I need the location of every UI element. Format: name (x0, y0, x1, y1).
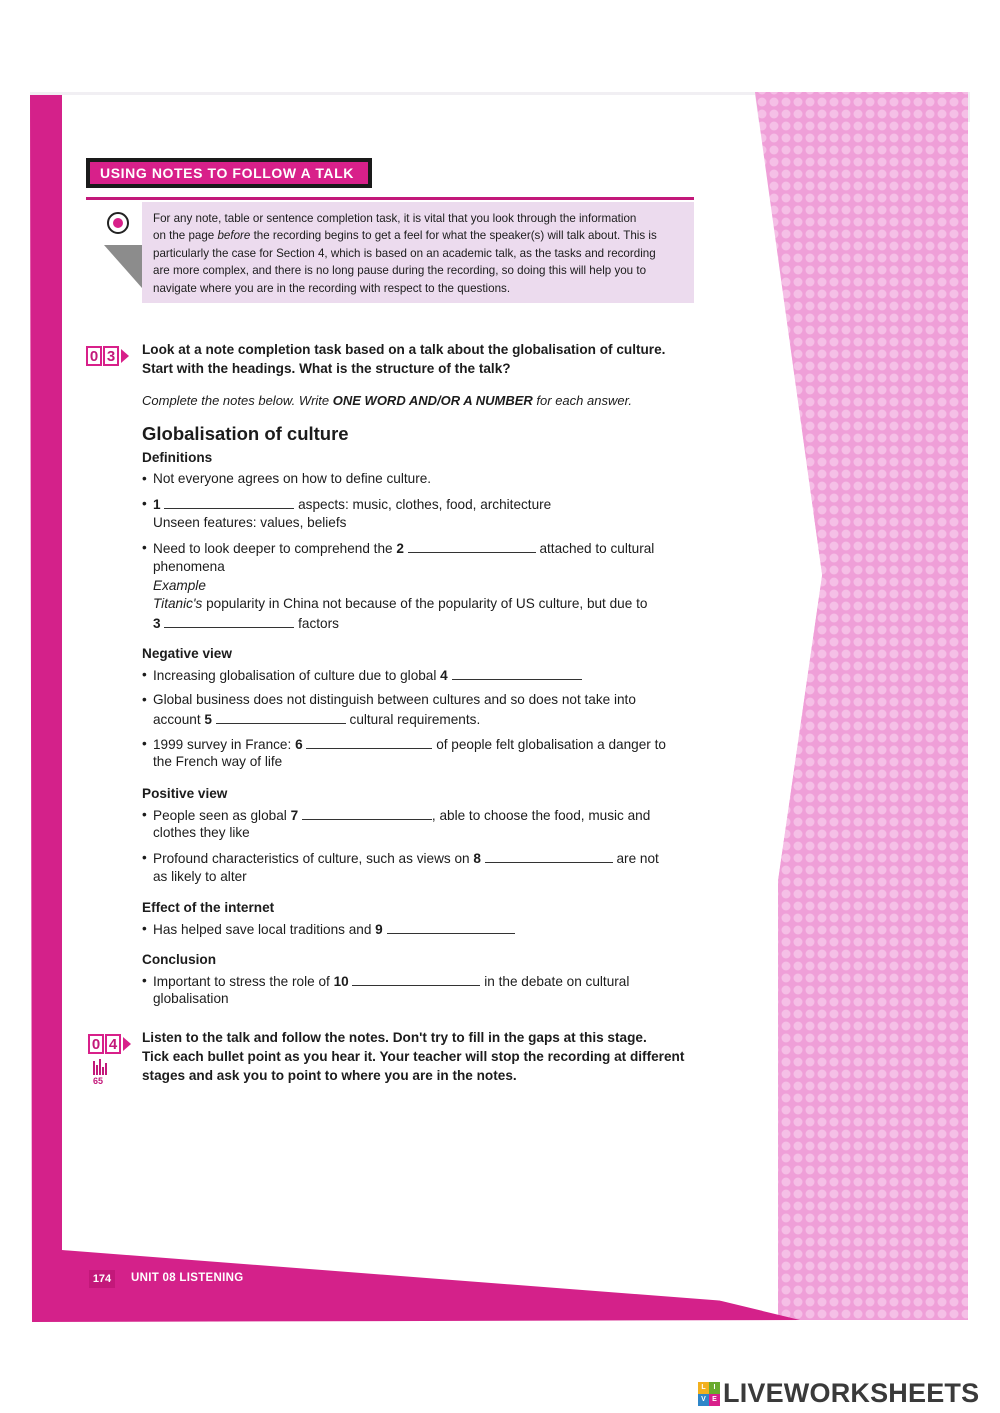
liveworksheets-logo-icon: L I V E (698, 1382, 720, 1406)
gap-6[interactable] (306, 736, 432, 749)
audio-track-number: 65 (93, 1076, 104, 1086)
gap-2[interactable] (408, 540, 536, 553)
definitions-bullet-3: • Need to look deeper to comprehend the 2 attached to cultural (153, 540, 654, 556)
target-icon (107, 212, 129, 234)
positive-bullet-1-line2: clothes they like (153, 825, 250, 840)
tip-line: For any note, table or sentence completion task, it is vital that you look through the information (153, 212, 637, 225)
exercise-03-instruction: Look at a note completion task based on a talk about the globalisation of culture. Start with the headings. What is the structure of the talk? (142, 342, 666, 376)
exercise-digit: 0 (86, 346, 102, 366)
negative-bullet-3-line2: the French way of life (153, 754, 283, 769)
exercise-digit: 3 (103, 346, 119, 366)
definitions-bullet-2-line2: Unseen features: values, beliefs (153, 515, 347, 530)
negative-heading: Negative view (142, 646, 232, 661)
play-arrow-icon (123, 1037, 131, 1051)
negative-bullet-3: • 1999 survey in France: 6 of people felt globalisation a danger to (153, 736, 666, 752)
liveworksheets-brand[interactable] (698, 1378, 979, 1409)
negative-bullet-2: • Global business does not distinguish between cultures and so does not take into (153, 692, 636, 707)
tip-line: are more complex, and there is no long pause during the recording, so doing this will help you to (153, 264, 647, 278)
brand-name: LIVEWORKSHEETS (723, 1378, 980, 1408)
exercise-03-marker (86, 346, 129, 366)
definitions-bullet-3-line2: phenomena (153, 559, 225, 574)
conclusion-bullet-1-line2: globalisation (153, 991, 229, 1006)
notes-title: Globalisation of culture (142, 423, 349, 444)
exercise-digit: 4 (105, 1034, 121, 1054)
internet-heading: Effect of the internet (142, 900, 275, 915)
gap-4[interactable] (452, 667, 582, 680)
tip-line: on the page before the recording begins to get a feel for what the speaker(s) will talk about. This is (153, 229, 657, 243)
page-number: 174 (89, 1270, 115, 1288)
play-arrow-icon (121, 349, 129, 363)
heading-rule (86, 197, 694, 200)
audio-track-icon[interactable] (93, 1057, 111, 1075)
positive-bullet-2: • Profound characteristics of culture, such as views on 8 are not (153, 850, 659, 866)
tip-line: particularly the case for Section 4, which is based on an academic talk, as the tasks and recording (153, 246, 656, 260)
negative-bullet-2-line2: account 5 cultural requirements. (153, 712, 481, 727)
gap-5[interactable] (216, 711, 346, 724)
example-gap-line: 3 factors (153, 616, 339, 631)
section-heading-bar (86, 158, 372, 188)
task-instruction: Complete the notes below. Write ONE WORD AND/OR A NUMBER for each answer. (142, 393, 633, 408)
conclusion-heading: Conclusion (142, 952, 217, 967)
gap-1[interactable] (164, 496, 294, 509)
gap-10[interactable] (352, 973, 480, 986)
gap-8[interactable] (485, 850, 613, 863)
definitions-bullet-2: • 1 aspects: music, clothes, food, architecture (153, 496, 551, 512)
positive-bullet-2-line2: as likely to alter (153, 869, 247, 884)
exercise-04-marker (88, 1034, 131, 1054)
conclusion-bullet-1: • Important to stress the role of 10 in the debate on cultural (153, 973, 629, 989)
section-heading: USING NOTES TO FOLLOW A TALK (90, 162, 368, 184)
negative-bullet-1: • Increasing globalisation of culture due to global 4 (153, 667, 582, 683)
tip-line: navigate where you are in the recording with respect to the questions. (153, 281, 511, 295)
gap-7[interactable] (302, 807, 432, 820)
positive-heading: Positive view (142, 786, 228, 801)
gap-3[interactable] (164, 615, 294, 628)
gap-9[interactable] (387, 921, 515, 934)
exercise-digit: 0 (88, 1034, 104, 1054)
positive-bullet-1: • People seen as global 7 , able to choose the food, music and (153, 807, 650, 823)
example-label: Example (153, 578, 206, 593)
definitions-heading: Definitions (142, 450, 213, 465)
internet-bullet-1: • Has helped save local traditions and 9 (153, 921, 515, 937)
example-text: Titanic's popularity in China not because of the popularity of US culture, but due to (153, 596, 648, 611)
definitions-bullet-1: • Not everyone agrees on how to define culture. (153, 471, 431, 486)
exercise-04-instruction: Listen to the talk and follow the notes. Don't try to fill in the gaps at this stage. Tick each bullet point as you hear it. Your teacher will stop the recording at different stages and ask you to point to where you are in the notes. (142, 1030, 685, 1083)
tip-text (153, 210, 685, 297)
unit-label: UNIT 08 LISTENING (131, 1272, 244, 1284)
